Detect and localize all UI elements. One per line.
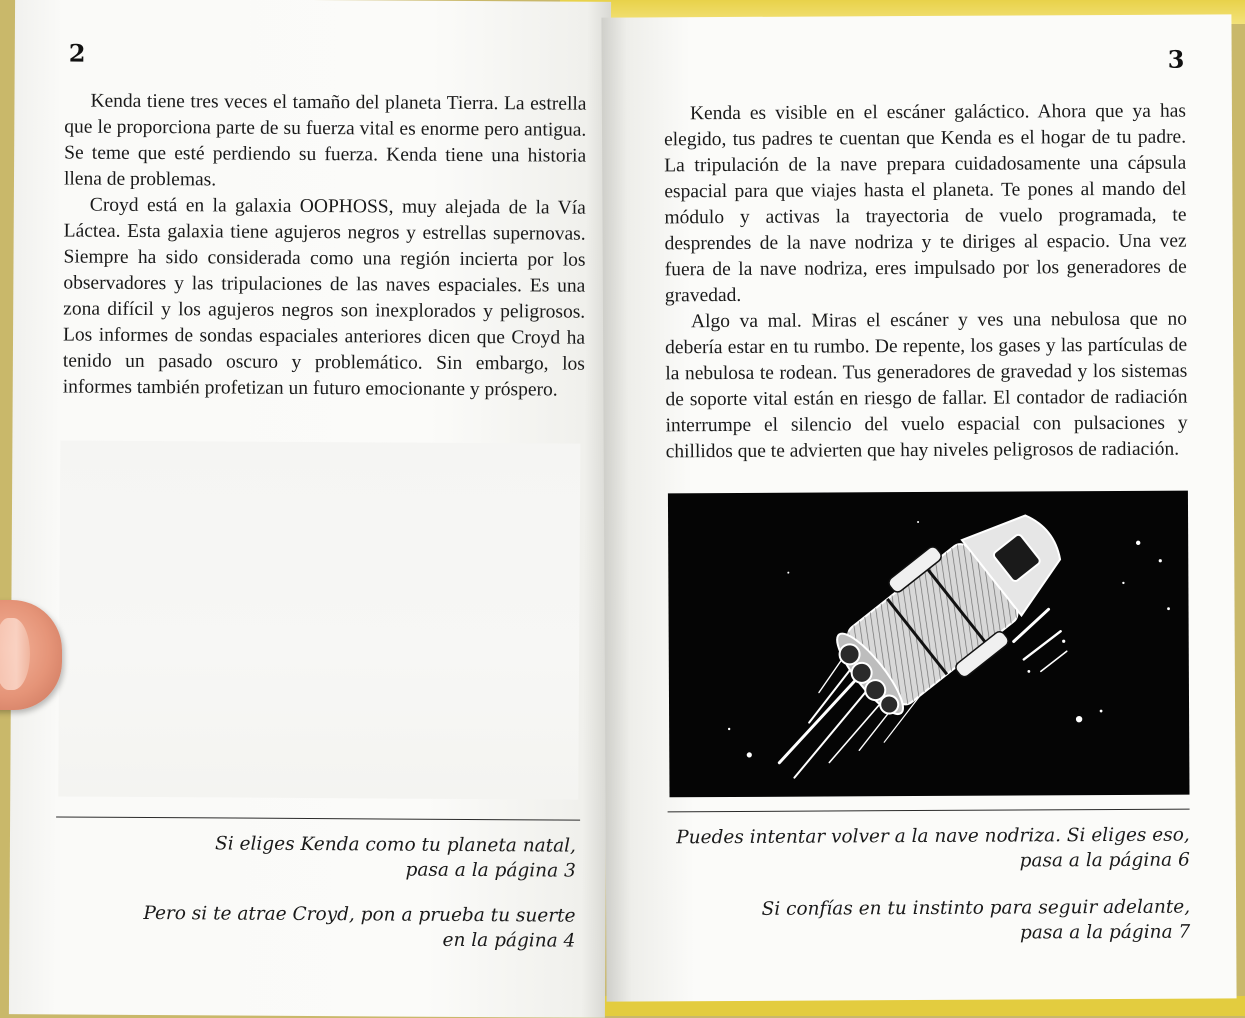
right-choice-1-line-1: Puedes intentar volver a la nave nodriza. Si eliges eso,: [676, 824, 1190, 849]
thumb-nail: [0, 618, 30, 690]
left-page-body: [63, 88, 587, 403]
blank-illustration-area: [58, 440, 580, 799]
right-paragraph-1: Kenda es visible en el escáner galáctico. Ahora que ya has elegido, tus padres te cuentan que Kenda es el hogar de tu padre. La tripulación de la nave prepara cuidadosamente una cápsula espacial para que viajes hasta el planeta. Te pones al mando del módulo y activas la trayectoria de vuelo programada, te desprendes de la nave nodriza y te diriges al espacio. Una vez fuera de la nave nodriza, eres impulsado por los generadores de gravedad.: [664, 100, 1187, 307]
left-choice-2-line-1: Pero si te atrae Croyd, pon a prueba tu suerte: [143, 902, 576, 927]
right-page-number: 3: [1167, 44, 1185, 74]
left-paragraph-1: Kenda tiene tres veces el tamaño del planeta Tierra. La estrella que le proporciona parte de su fuerza vital es enorme pero antigua. Se teme que esté perdiendo su fuerza. Kenda tiene una historia llena de problemas.: [63, 90, 587, 191]
left-choice-2-line-2: en la página 4: [442, 929, 576, 952]
left-choice-kenda[interactable]: [110, 831, 576, 884]
right-choice-2-line-2: pasa a la página 7: [1019, 921, 1191, 944]
left-choice-divider: [56, 816, 580, 820]
left-page-number: 2: [68, 38, 86, 68]
right-page: [601, 14, 1236, 1001]
right-choice-2-line-1: Si confías en tu instinto para seguir adelante,: [761, 896, 1191, 920]
left-page: [9, 0, 611, 1018]
space-capsule-illustration: [668, 491, 1190, 798]
left-choice-1-line-1: Si eliges Kenda como tu planeta natal,: [215, 833, 577, 857]
right-choice-1-line-2: pasa a la página 6: [1019, 849, 1190, 872]
right-choice-divider: [668, 809, 1190, 813]
left-choice-1-line-2: pasa a la página 3: [405, 859, 576, 882]
right-page-body: [664, 99, 1188, 466]
left-paragraph-2: Croyd está en la galaxia OOPHOSS, muy alejada de la Vía Láctea. Esta galaxia tiene agujeros negros y estrellas supernovas. Siempre ha sido considerada como una región incierta por los observadores y las tripulaciones de las naves espaciales. Es una zona difícil y los agujeros negros son inexplorados y peligrosos. Los informes de sondas espaciales anteriores dicen que Croyd ha tenido un pasado oscuro y problemático. Sin embargo, los informes también profetizan un futuro emocionante y próspero.: [62, 194, 586, 401]
right-choice-return[interactable]: [668, 823, 1190, 876]
left-choice-croyd[interactable]: [109, 901, 575, 954]
right-paragraph-2: Algo va mal. Miras el escáner y ves una nebulosa que no debería estar en tu rumbo. De repente, los gases y las partículas de la nebulosa te rodean. Tus generadores de gravedad y los sistemas de soporte vital están en riesgo de fallar. El contador de radiación interrumpe el silencio del vuelo espacial con pulsaciones y chillidos que te advierten que hay niveles peligrosos de radiación.: [665, 308, 1188, 463]
space-capsule-drawing: [668, 491, 1190, 798]
right-choice-continue[interactable]: [668, 895, 1190, 948]
